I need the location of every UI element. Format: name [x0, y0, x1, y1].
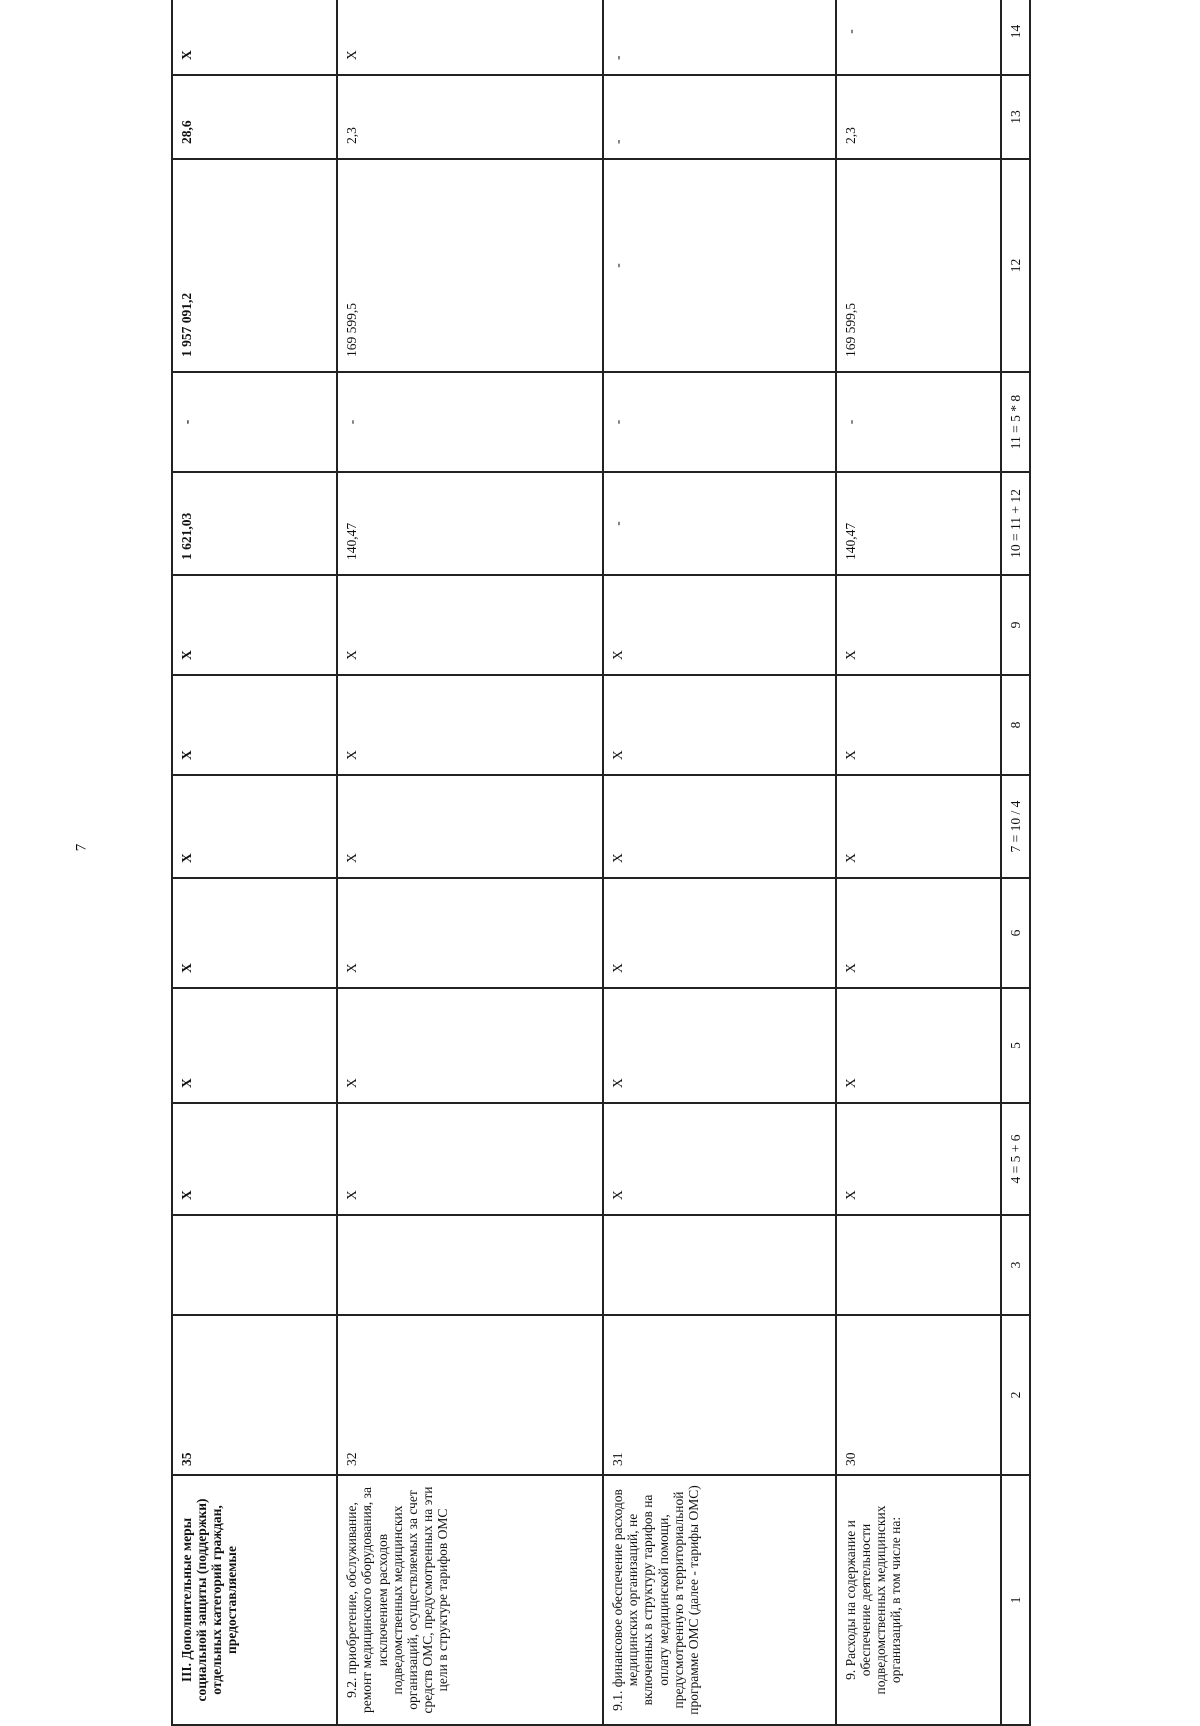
cell-col-9: X [172, 575, 337, 675]
row-code: 35 [172, 1315, 337, 1475]
cell-col-10: 1 621,03 [172, 472, 337, 575]
cell-col-14: - [603, 0, 835, 75]
column-header: 9 [1001, 575, 1030, 675]
cell-col-11: - [172, 372, 337, 472]
row-description: 9.1. финансовое обеспечение расходов медицинских организаций, не включенных в структуру тарифов на оплату медицинской помощи, предусмотренную в территориальной программе ОМС (далее - тарифы ОМС) [603, 1475, 835, 1725]
cell-col-7: X [172, 775, 337, 878]
column-header: 12 [1001, 159, 1030, 372]
table-row-31 [603, 0, 835, 1725]
cell-col-5: X [603, 988, 835, 1103]
cell-col-8: X [337, 675, 603, 775]
column-header: 7 = 10 / 4 [1001, 775, 1030, 878]
cell-col-9: X [337, 575, 603, 675]
column-header: 6 [1001, 878, 1030, 988]
cell-col-5: X [337, 988, 603, 1103]
cell-col-5: X [172, 988, 337, 1103]
cell-col-14: - [836, 0, 1001, 75]
cell-col-6: X [337, 878, 603, 988]
cell-col-9: X [836, 575, 1001, 675]
column-header: 10 = 11 + 12 [1001, 472, 1030, 575]
cell-col-13: 2,3 [836, 75, 1001, 159]
column-header: 11 = 5 * 8 [1001, 372, 1030, 472]
cell-col-3 [603, 1215, 835, 1315]
cell-col-3 [337, 1215, 603, 1315]
cell-col-5: X [836, 988, 1001, 1103]
cell-col-13: - [603, 75, 835, 159]
cell-col-8: X [172, 675, 337, 775]
cell-col-10: - [603, 472, 835, 575]
cell-col-11: - [337, 372, 603, 472]
cell-col-11: - [603, 372, 835, 472]
rotated-table-wrapper [171, 24, 1031, 1726]
cell-col-11: - [836, 372, 1001, 472]
cell-col-6: X [836, 878, 1001, 988]
cell-col-3 [172, 1215, 337, 1315]
table-row-35 [172, 0, 337, 1725]
page-number: 7 [73, 843, 90, 852]
cell-col-3 [836, 1215, 1001, 1315]
cell-col-8: X [836, 675, 1001, 775]
column-header: 1 [1001, 1475, 1030, 1725]
cell-col-7: X [836, 775, 1001, 878]
cell-col-8: X [603, 675, 835, 775]
cell-col-14: X [172, 0, 337, 75]
row-description: 9. Расходы на содержание и обеспечение деятельности подведомственных медицинских организаций, в том числе на: [836, 1475, 1001, 1725]
column-number-row [1001, 0, 1030, 1725]
cell-col-9: X [603, 575, 835, 675]
row-description: III. Дополнительные меры социальной защиты (поддержки) отдельных категорий граждан, предоставляемые [172, 1475, 337, 1725]
cell-col-4: X [836, 1103, 1001, 1215]
row-description: 9.2. приобретение, обслуживание, ремонт медицинского оборудования, за исключением расходов подведомственных медицинских организаций, осуществляемых за счет средств ОМС, предусмотренных на эти цели в структуре тарифов ОМС [337, 1475, 603, 1725]
cell-col-12: 169 599,5 [337, 159, 603, 372]
row-code: 30 [836, 1315, 1001, 1475]
financing-table [171, 0, 1031, 1726]
cell-col-12: - [603, 159, 835, 372]
cell-col-4: X [603, 1103, 835, 1215]
cell-col-14: X [337, 0, 603, 75]
column-header: 2 [1001, 1315, 1030, 1475]
cell-col-4: X [337, 1103, 603, 1215]
table-row-32 [337, 0, 603, 1725]
cell-col-6: X [603, 878, 835, 988]
cell-col-12: 1 957 091,2 [172, 159, 337, 372]
row-code: 31 [603, 1315, 835, 1475]
column-header: 4 = 5 + 6 [1001, 1103, 1030, 1215]
cell-col-4: X [172, 1103, 337, 1215]
column-header: 5 [1001, 988, 1030, 1103]
cell-col-7: X [337, 775, 603, 878]
cell-col-13: 2,3 [337, 75, 603, 159]
row-code: 32 [337, 1315, 603, 1475]
cell-col-6: X [172, 878, 337, 988]
column-header: 3 [1001, 1215, 1030, 1315]
cell-col-10: 140,47 [836, 472, 1001, 575]
cell-col-7: X [603, 775, 835, 878]
column-header: 8 [1001, 675, 1030, 775]
cell-col-12: 169 599,5 [836, 159, 1001, 372]
column-header: 14 [1001, 0, 1030, 75]
column-header: 13 [1001, 75, 1030, 159]
cell-col-13: 28,6 [172, 75, 337, 159]
cell-col-10: 140,47 [337, 472, 603, 575]
table-row-30 [836, 0, 1001, 1725]
